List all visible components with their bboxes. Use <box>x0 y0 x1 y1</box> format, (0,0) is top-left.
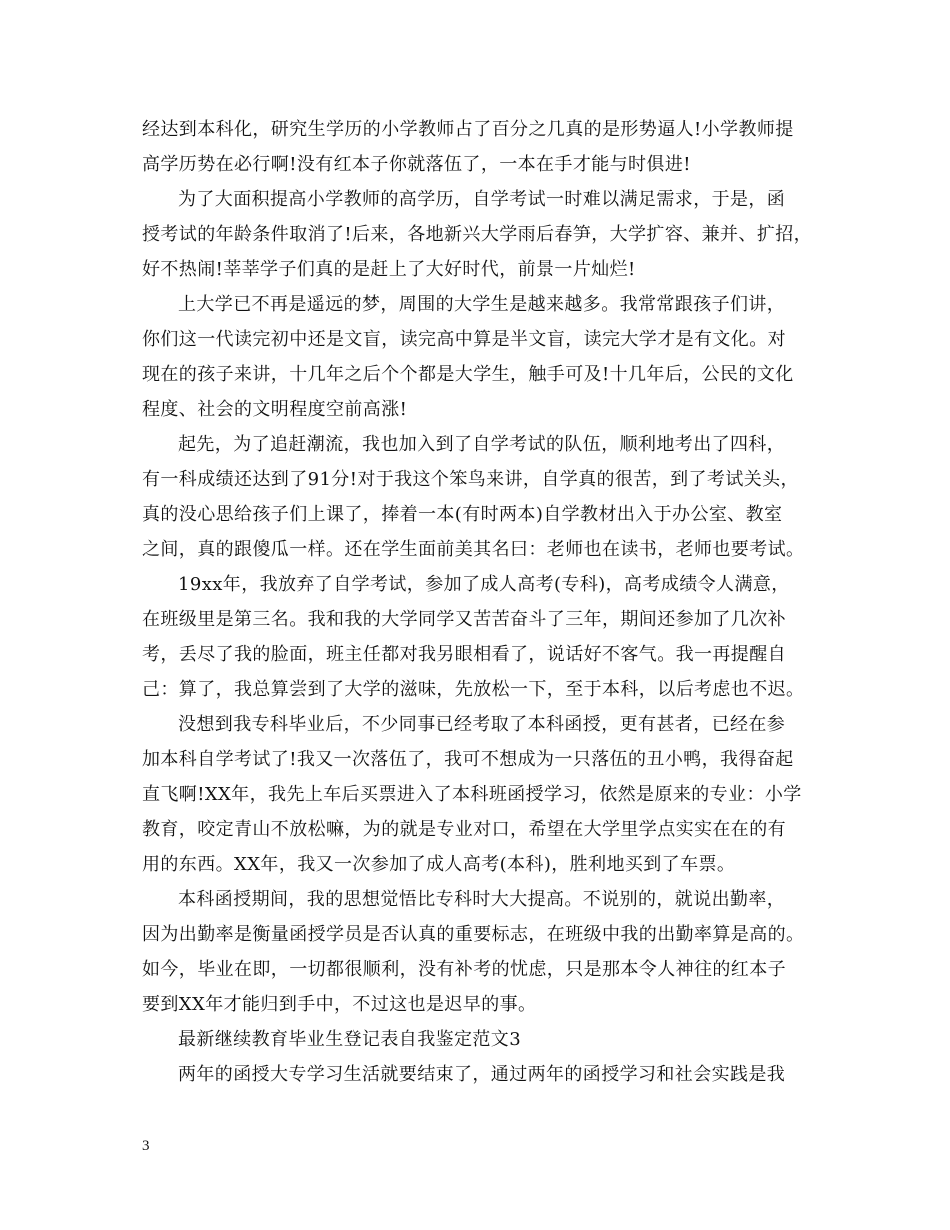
text-line: 要到XX年才能归到手中，不过这也是迟早的事。 <box>142 994 537 1015</box>
text-line: 在班级里是第三名。我和我的大学同学又苦苦奋斗了三年，期间还参加了几次补 <box>142 609 786 630</box>
text-line: 授考试的年龄条件取消了!后来，各地新兴大学雨后春笋，大学扩容、兼并、扩招， <box>142 224 813 245</box>
text-line: 经达到本科化，研究生学历的小学教师占了百分之几真的是形势逼人!小学教师提 <box>142 119 794 140</box>
document-body <box>142 112 832 1092</box>
section-heading: 最新继续教育毕业生登记表自我鉴定范文3 <box>178 1029 522 1050</box>
text-line: 因为出勤率是衡量函授学员是否认真的重要标志，在班级中我的出勤率算是高的。 <box>142 924 805 945</box>
text-line: 如今，毕业在即，一切都很顺利，没有补考的忧虑，只是那本令人神往的红本子 <box>142 959 786 980</box>
text-line: 用的东西。XX年，我又一次参加了成人高考(本科)，胜利地买到了车票。 <box>142 854 736 875</box>
text-line: 之间，真的跟傻瓜一样。还在学生面前美其名曰：老师也在读书，老师也要考试。 <box>142 539 805 560</box>
text-line: 起先，为了追赶潮流，我也加入到了自学考试的队伍，顺利地考出了四科， <box>178 434 786 455</box>
text-line: 好不热闹!莘莘学子们真的是赶上了大好时代，前景一片灿烂! <box>142 259 636 280</box>
text-line: 你们这一代读完初中还是文盲，读完高中算是半文盲，读完大学才是有文化。对 <box>142 329 786 350</box>
text-line: 高学历势在必行啊!没有红本子你就落伍了，一本在手才能与时俱进! <box>142 154 691 175</box>
text-line: 现在的孩子来讲，十几年之后个个都是大学生，触手可及!十几年后，公民的文化 <box>142 364 794 385</box>
text-line: 两年的函授大专学习生活就要结束了，通过两年的函授学习和社会实践是我 <box>178 1064 786 1085</box>
text-line: 上大学已不再是遥远的梦，周围的大学生是越来越多。我常常跟孩子们讲， <box>178 294 786 315</box>
text-line: 19xx年，我放弃了自学考试，参加了成人高考(专科)，高考成绩令人满意， <box>178 574 790 595</box>
text-line: 直飞啊!XX年，我先上车后买票进入了本科班函授学习，依然是原来的专业：小学 <box>142 784 802 805</box>
text-line: 加本科自学考试了!我又一次落伍了，我可不想成为一只落伍的丑小鸭，我得奋起 <box>142 749 794 770</box>
text-line: 为了大面积提高小学教师的高学历，自学考试一时难以满足需求，于是，函 <box>178 189 786 210</box>
text-line: 考，丢尽了我的脸面，班主任都对我另眼相看了，说话好不客气。我一再提醒自 <box>142 644 786 665</box>
text-line: 真的没心思给孩子们上课了，捧着一本(有时两本)自学教材出入于办公室、教室 <box>142 504 783 525</box>
page-number: 3 <box>142 1138 150 1154</box>
text-line: 没想到我专科毕业后，不少同事已经考取了本科函授，更有甚者，已经在参 <box>178 714 786 735</box>
text-line: 程度、社会的文明程度空前高涨! <box>142 399 408 420</box>
text-line: 教育，咬定青山不放松嘛，为的就是专业对口，希望在大学里学点实实在在的有 <box>142 819 786 840</box>
text-line: 本科函授期间，我的思想觉悟比专科时大大提高。不说别的，就说出勤率， <box>178 889 786 910</box>
text-line: 己：算了，我总算尝到了大学的滋味，先放松一下，至于本科，以后考虑也不迟。 <box>142 679 805 700</box>
text-line: 有一科成绩还达到了91分!对于我这个笨鸟来讲，自学真的很苦，到了考试关头， <box>142 469 799 490</box>
